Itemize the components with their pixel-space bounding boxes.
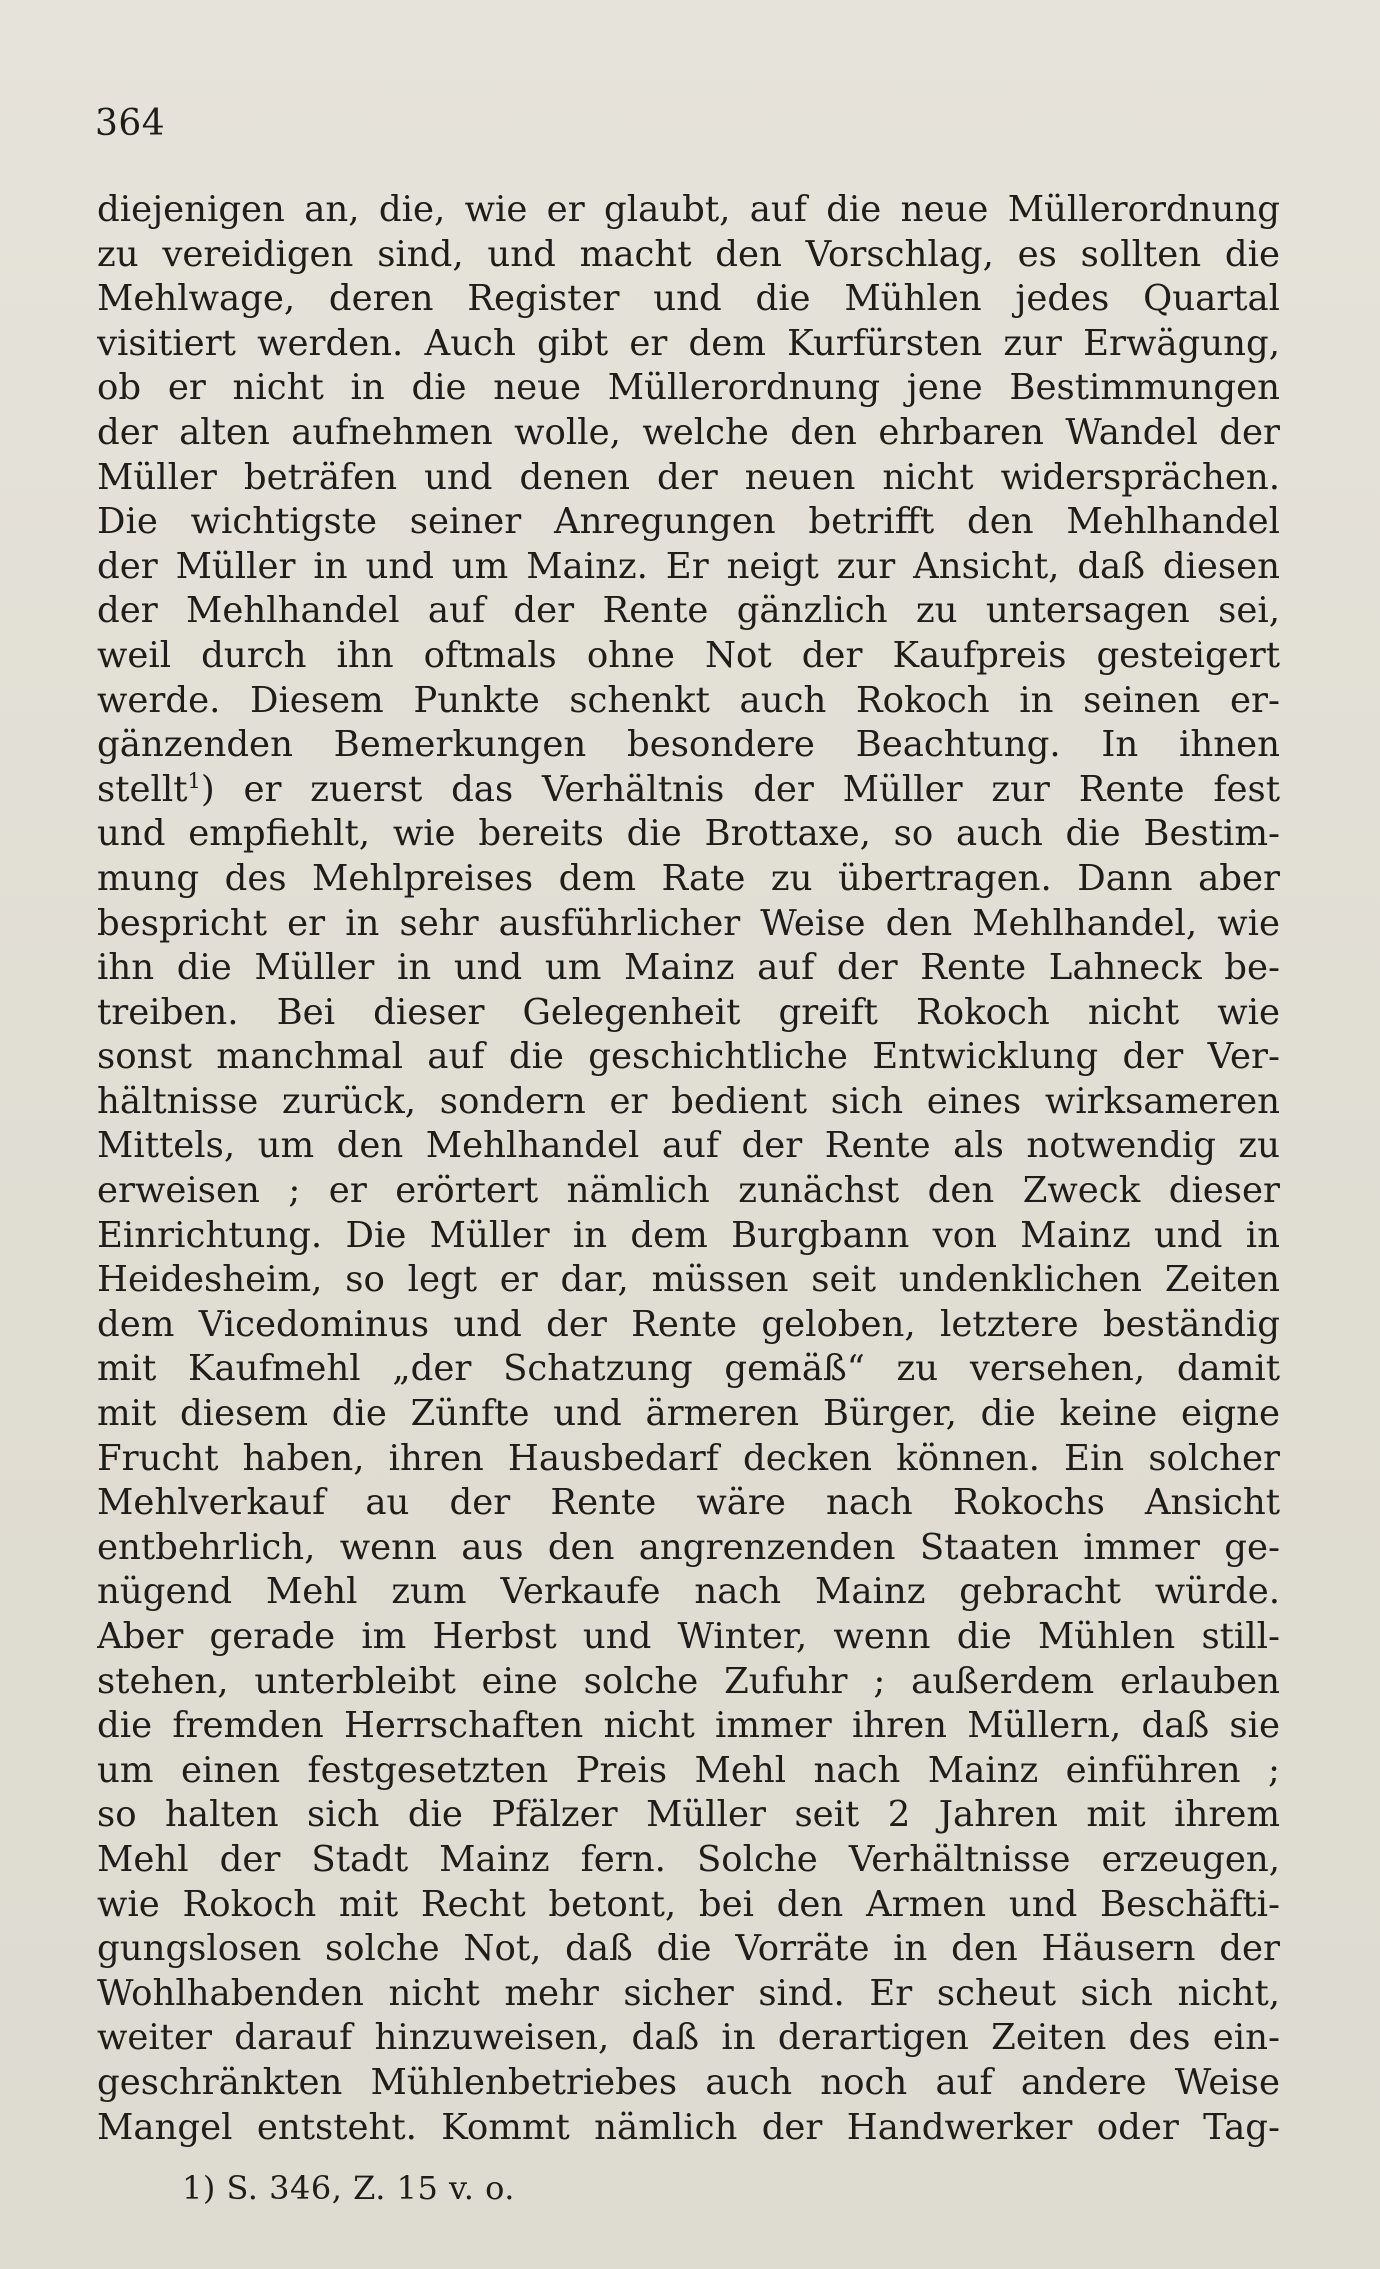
text-line: visitiert werden. Auch gibt er dem Kurfürsten zur Erwägung, [97,322,1280,364]
text-line: diejenigen an, die, wie er glaubt, auf die neue Müllerordnung [97,189,1280,230]
text-line: mit diesem die Zünfte und ärmeren Bürger, die keine eigne [97,1393,1280,1435]
text-line: Die wichtigste seiner Anregungen betrifft den Mehlhandel [97,501,1280,543]
text-line: so halten sich die Pfälzer Müller seit 2 Jahren mit ihrem [97,1794,1280,1836]
text-line: bespricht er in sehr ausführlicher Weise den Mehlhandel, wie [97,902,1280,944]
text-line: Einrichtung. Die Müller in dem Burgbann von Mainz und in [97,1214,1280,1256]
text-line: die fremden Herrschaften nicht immer ihren Müllern, daß sie [97,1705,1280,1747]
text-line: Mehlwage, deren Register und die Mühlen jedes Quartal [97,278,1280,320]
text-line: Wohlhabenden nicht mehr sicher sind. Er scheut sich nicht, [97,1972,1280,2014]
text-line: nügend Mehl zum Verkaufe nach Mainz gebracht würde. [97,1571,1280,1613]
text-line: mung des Mehlpreises dem Rate zu übertragen. Dann aber [97,857,1280,899]
body-text [97,188,1280,2150]
text-line: treiben. Bei dieser Gelegenheit greift Rokoch nicht wie [97,991,1280,1033]
page-number: 364 [95,103,166,144]
text-line: der alten aufnehmen wolle, welche den ehrbaren Wandel der [97,411,1280,453]
text-line-with-footnote-ref [97,768,1280,813]
text-line: sonst manchmal auf die geschichtliche Entwicklung der Ver- [97,1036,1280,1078]
text-line: Müller beträfen und denen der neuen nicht widersprächen. [97,456,1280,498]
text-line: zu vereidigen sind, und macht den Vorschlag, es sollten die [97,233,1280,275]
text-line: Mehl der Stadt Mainz fern. Solche Verhältnisse erzeugen, [97,1838,1280,1880]
text-line: erweisen ; er erörtert nämlich zunächst den Zweck dieser [97,1170,1280,1212]
text-line: ihn die Müller in und um Mainz auf der Rente Lahneck be- [97,947,1280,989]
text-line: weiter darauf hinzuweisen, daß in derartigen Zeiten des ein- [97,2017,1280,2059]
text-line: hältnisse zurück, sondern er bedient sich eines wirksameren [97,1080,1280,1122]
text-line: stehen, unterbleibt eine solche Zufuhr ; außerdem erlauben [97,1660,1280,1702]
footnote-reference: 1 [187,768,201,793]
text-line: entbehrlich, wenn aus den angrenzenden Staaten immer ge- [97,1526,1280,1568]
text-line: weil durch ihn oftmals ohne Not der Kaufpreis gesteigert [97,634,1280,676]
text-line: der Mehlhandel auf der Rente gänzlich zu untersagen sei, [97,590,1280,632]
text-line: gänzenden Bemerkungen besondere Beachtung. In ihnen [97,724,1280,766]
text-line: Mittels, um den Mehlhandel auf der Rente als notwendig zu [97,1125,1280,1167]
text-line: Mangel entsteht. Kommt nämlich der Handwerker oder Tag- [97,2106,1280,2148]
text-line: und empfiehlt, wie bereits die Brottaxe, so auch die Bestim- [97,813,1280,855]
text-fragment: stellt [97,768,188,810]
text-line: gungslosen solche Not, daß die Vorräte in den Häusern der [97,1928,1280,1970]
text-line: mit Kaufmehl „der Schatzung gemäß“ zu versehen, damit [97,1348,1280,1390]
text-line: wie Rokoch mit Recht betont, bei den Armen und Beschäfti- [97,1883,1280,1925]
text-line: dem Vicedominus und der Rente geloben, letztere beständig [97,1303,1280,1345]
text-line: um einen festgesetzten Preis Mehl nach Mainz einführen ; [97,1749,1280,1791]
text-line: geschränkten Mühlenbetriebes auch noch auf andere Weise [97,2061,1280,2103]
text-fragment: ) er zuerst das Verhältnis der Müller zur Rente fest [200,768,1280,810]
text-line: ob er nicht in die neue Müllerordnung jene Bestimmungen [97,367,1280,409]
footnote: 1) S. 346, Z. 15 v. o. [182,2169,515,2207]
text-line: Heidesheim, so legt er dar, müssen seit undenklichen Zeiten [97,1259,1280,1301]
text-line: Aber gerade im Herbst und Winter, wenn die Mühlen still- [97,1616,1280,1657]
text-line: Mehlverkauf au der Rente wäre nach Rokochs Ansicht [97,1482,1280,1524]
text-line: der Müller in und um Mainz. Er neigt zur Ansicht, daß diesen [97,545,1280,587]
text-line: werde. Diesem Punkte schenkt auch Rokoch in seinen er- [97,679,1280,721]
text-line: Frucht haben, ihren Hausbedarf decken können. Ein solcher [97,1437,1280,1479]
